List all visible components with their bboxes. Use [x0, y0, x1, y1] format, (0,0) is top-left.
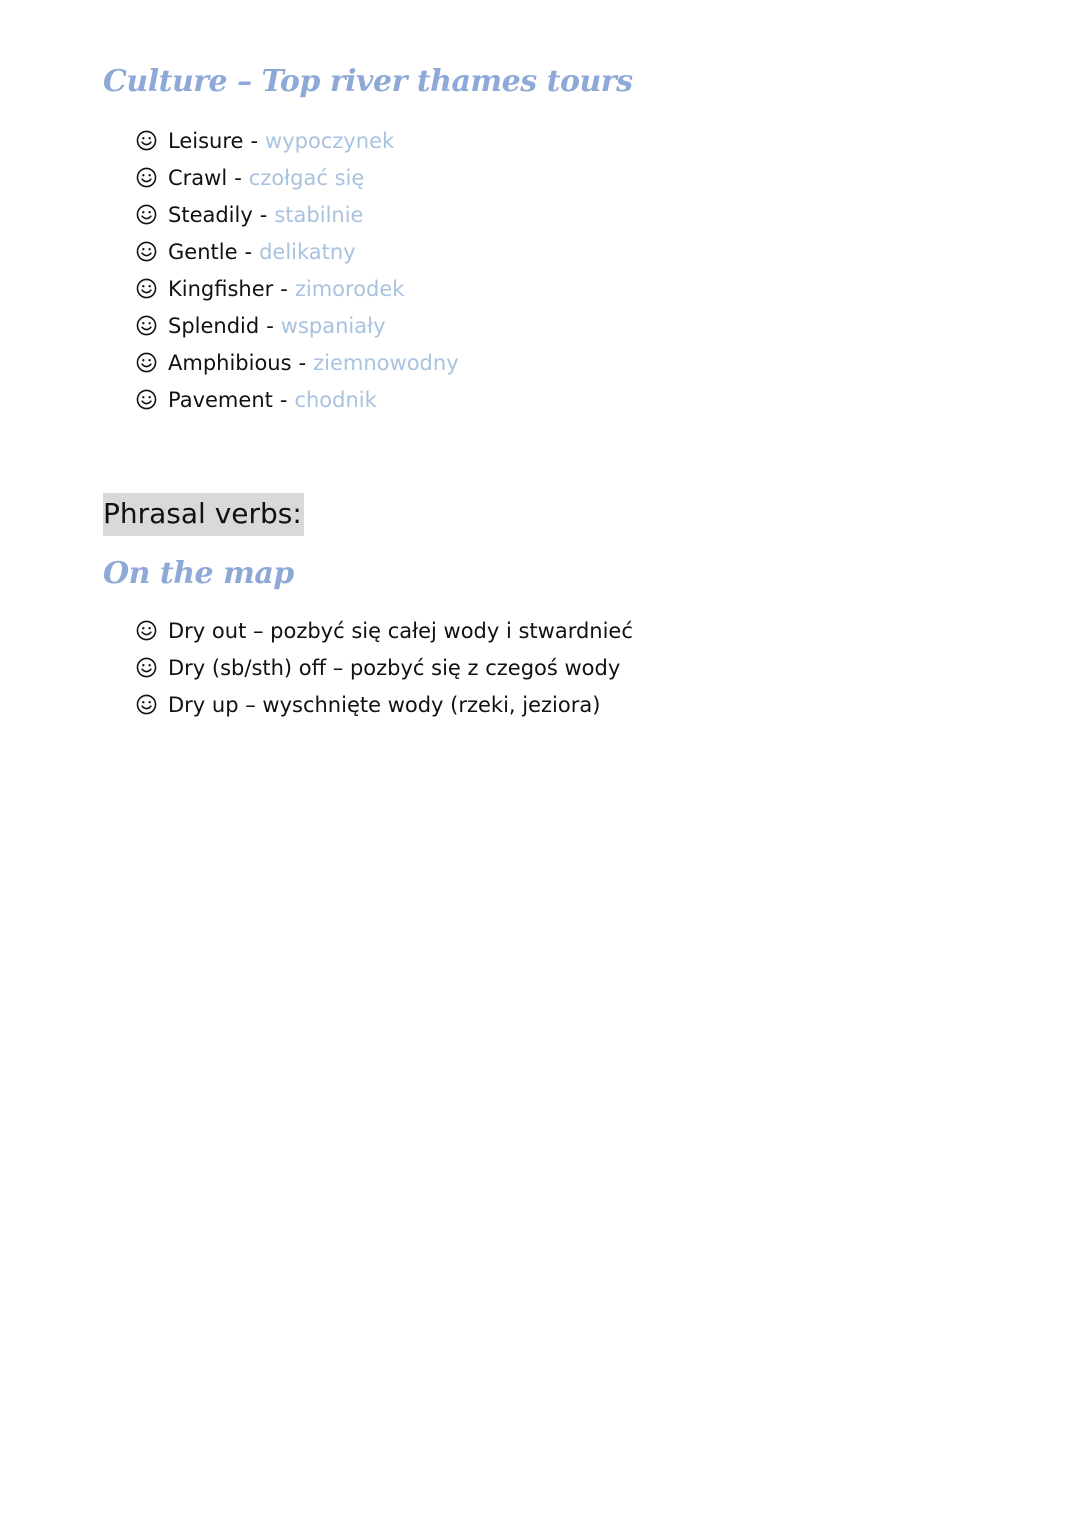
smiley-face-icon: [136, 167, 157, 188]
vocabulary-translation: wspaniały: [280, 313, 386, 338]
smiley-face-icon: [136, 315, 157, 336]
vocabulary-translation: wypoczynek: [265, 128, 395, 153]
phrasal-verb-text: Dry (sb/sth) off – pozbyć się z czegoś wody: [168, 655, 621, 680]
smiley-face-icon: [136, 389, 157, 410]
vocabulary-term: Amphibious: [168, 350, 292, 375]
smiley-face-icon: [136, 657, 157, 678]
smiley-face-icon: [136, 352, 157, 373]
vocabulary-term: Splendid: [168, 313, 260, 338]
culture-section-heading: Culture – Top river thames tours: [103, 64, 633, 99]
separator-dash: -: [259, 202, 268, 227]
phrasal-verb-list: [136, 612, 633, 723]
separator-dash: -: [244, 239, 253, 264]
vocabulary-translation: delikatny: [259, 239, 356, 264]
vocabulary-term: Leisure: [168, 128, 244, 153]
vocabulary-translation: czołgać się: [248, 165, 365, 190]
phrasal-verbs-title: Phrasal verbs:: [103, 493, 304, 536]
vocabulary-translation: ziemnowodny: [313, 350, 459, 375]
vocabulary-item: [136, 122, 459, 159]
vocabulary-item: [136, 270, 459, 307]
vocabulary-list: [136, 122, 459, 418]
smiley-face-icon: [136, 620, 157, 641]
separator-dash: -: [298, 350, 307, 375]
separator-dash: -: [234, 165, 242, 190]
separator-dash: -: [279, 387, 288, 412]
vocabulary-item: [136, 344, 459, 381]
vocabulary-translation: stabilnie: [274, 202, 364, 227]
smiley-face-icon: [136, 204, 157, 225]
vocabulary-term: Kingfisher: [168, 276, 274, 301]
separator-dash: -: [250, 128, 259, 153]
vocabulary-item: [136, 233, 459, 270]
phrasal-verb-text: Dry out – pozbyć się całej wody i stwardnieć: [168, 618, 633, 643]
vocabulary-item: [136, 196, 459, 233]
vocabulary-term: Gentle: [168, 239, 238, 264]
vocabulary-translation: chodnik: [294, 387, 377, 412]
phrasal-verb-text: Dry up – wyschnięte wody (rzeki, jeziora): [168, 692, 601, 717]
vocabulary-term: Crawl: [168, 165, 228, 190]
on-the-map-heading: On the map: [103, 556, 294, 591]
phrasal-verb-item: [136, 686, 633, 723]
vocabulary-translation: zimorodek: [294, 276, 405, 301]
smiley-face-icon: [136, 278, 157, 299]
vocabulary-item: [136, 307, 459, 344]
smiley-face-icon: [136, 241, 157, 262]
smiley-face-icon: [136, 694, 157, 715]
vocabulary-item: [136, 381, 459, 418]
phrasal-verb-item: [136, 649, 633, 686]
separator-dash: -: [280, 276, 288, 301]
separator-dash: -: [266, 313, 274, 338]
vocabulary-item: [136, 159, 459, 196]
smiley-face-icon: [136, 130, 157, 151]
phrasal-verb-item: [136, 612, 633, 649]
vocabulary-term: Steadily: [168, 202, 253, 227]
vocabulary-term: Pavement: [168, 387, 273, 412]
